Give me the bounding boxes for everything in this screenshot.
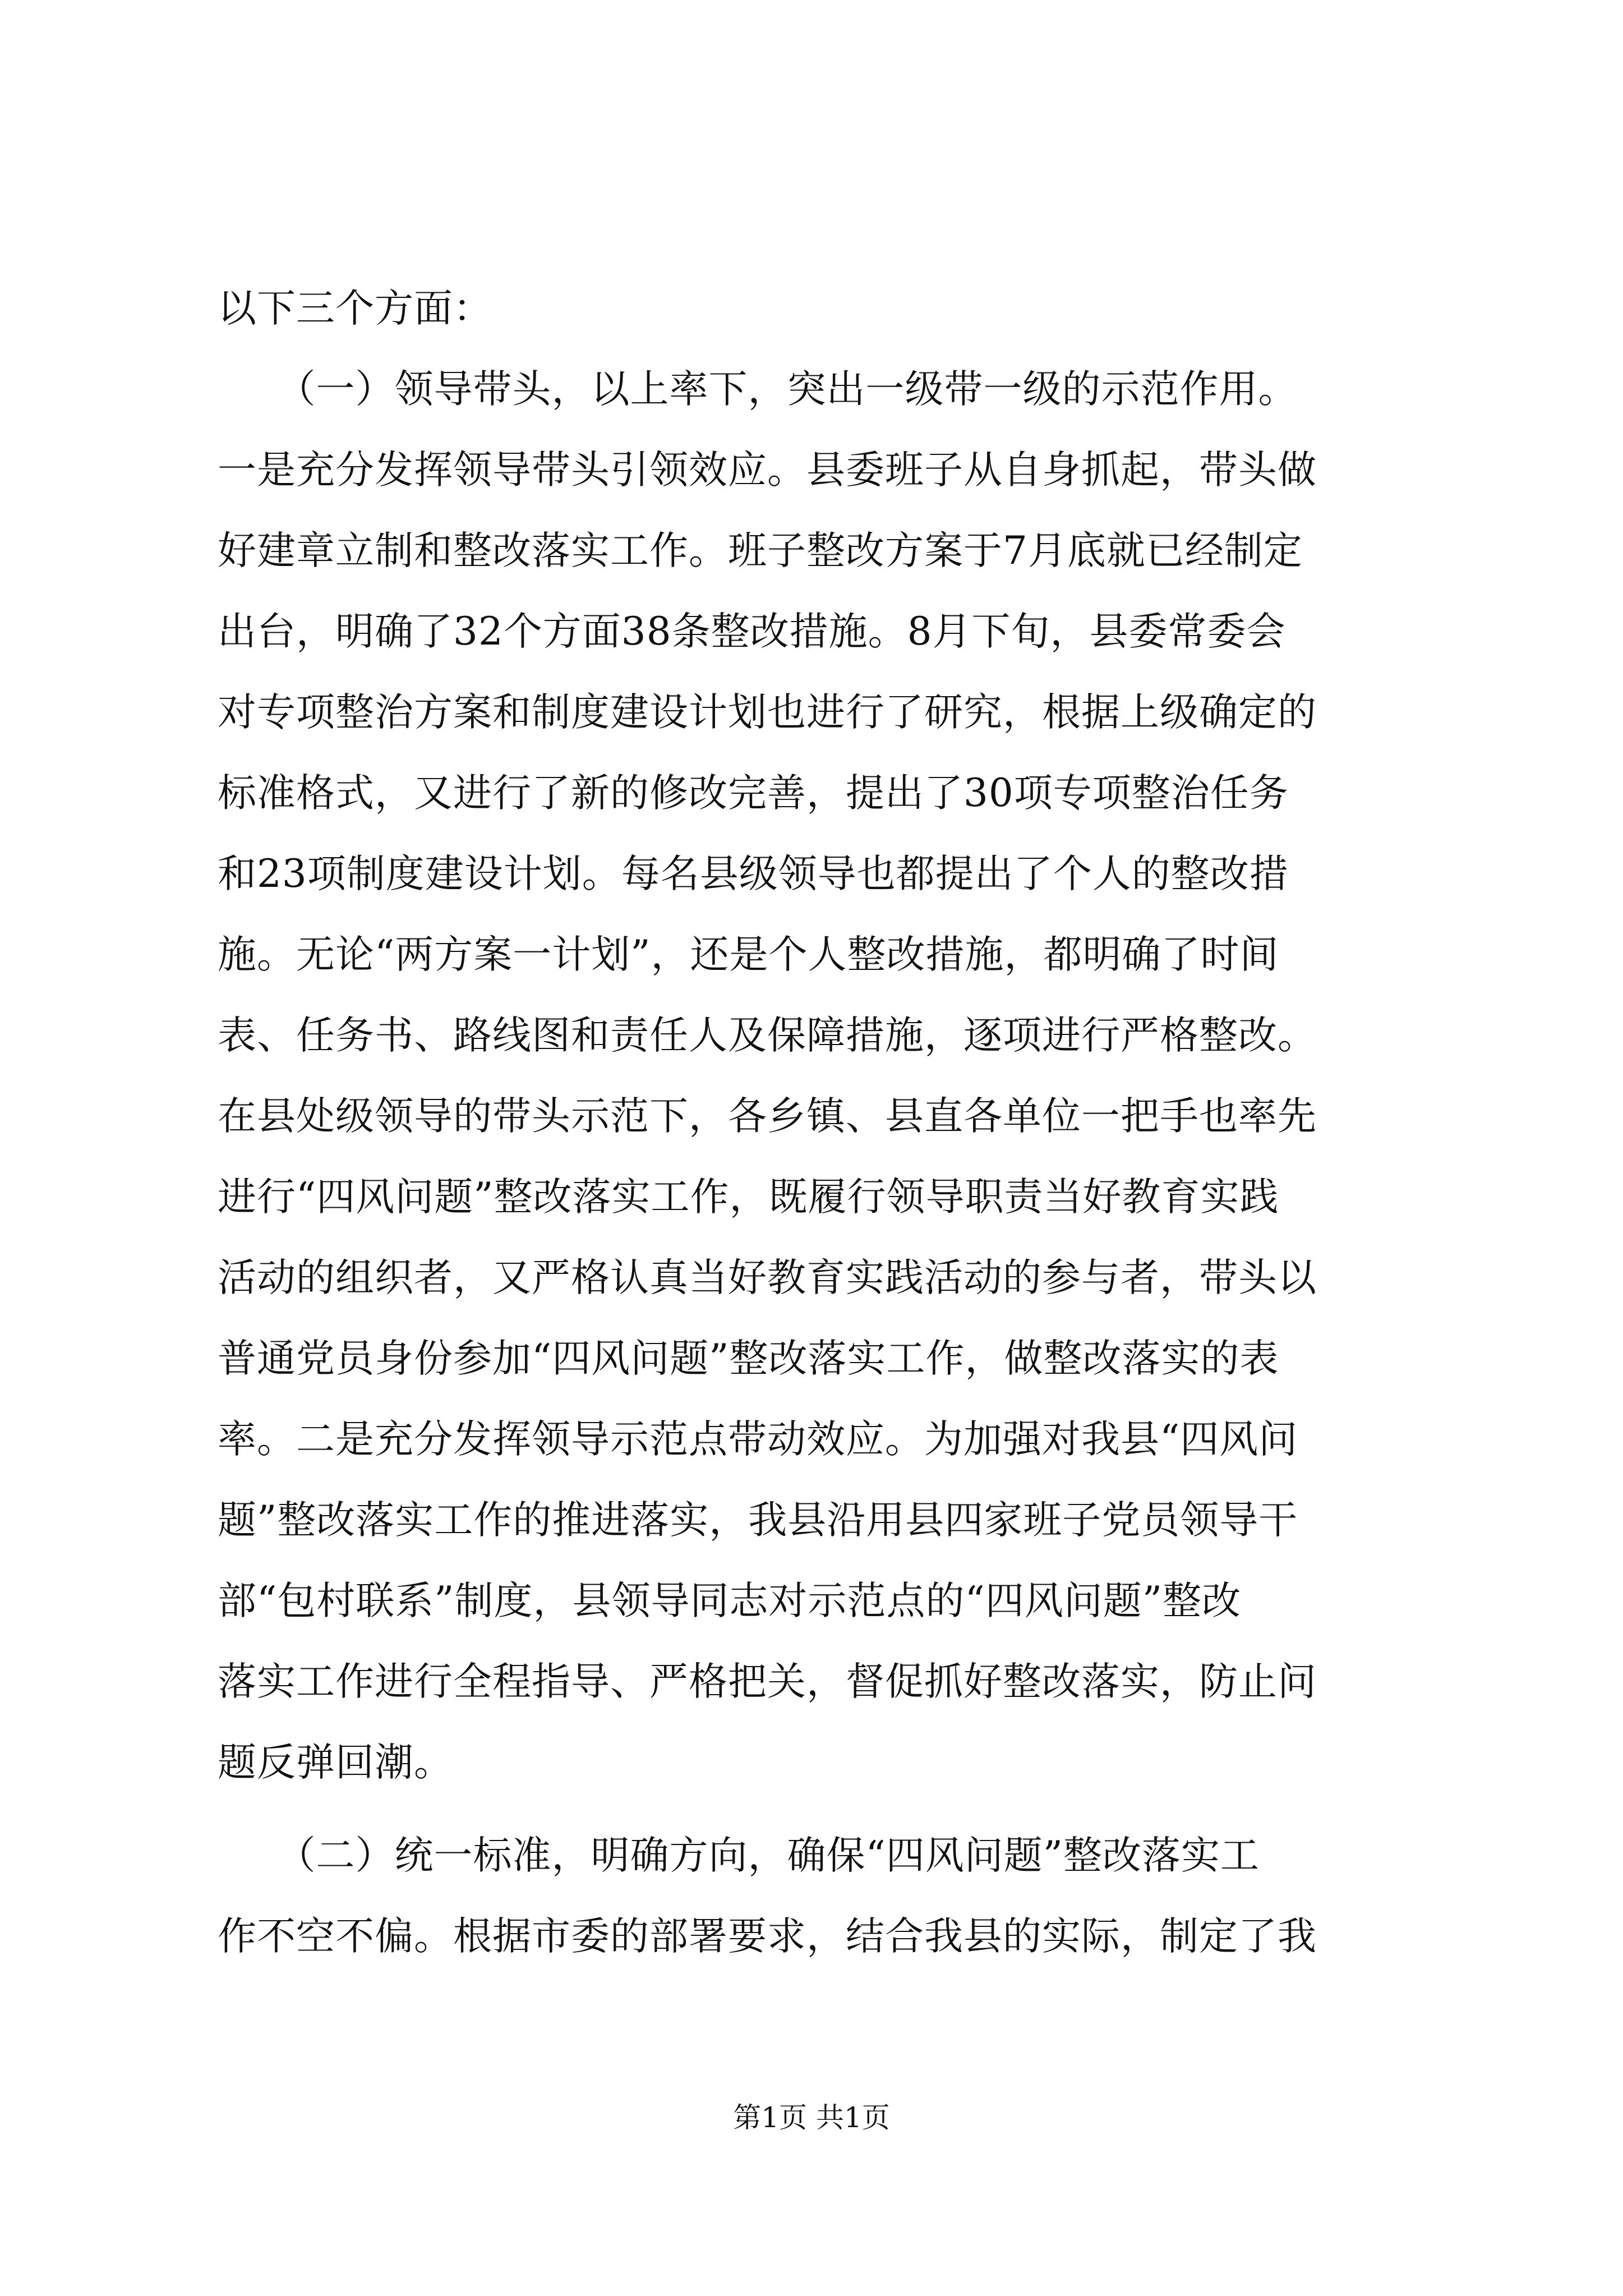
- page-footer: [0, 2098, 1623, 2137]
- text-line: 标准格式，又进行了新的修改完善，提出了30项专项整治任务: [218, 771, 1289, 816]
- text-line: 施。无论“两方案一计划”，还是个人整改措施，都明确了时间: [218, 932, 1279, 977]
- text-line: 率。二是充分发挥领导示范点带动效应。为加强对我县“四风问: [218, 1417, 1298, 1462]
- text-line: 部“包村联系”制度，县领导同志对示范点的“四风问题”整改: [218, 1579, 1242, 1623]
- text-line: 活动的组织者，又严格认真当好教育实践活动的参与者，带头以: [218, 1255, 1317, 1300]
- text-line: 出台，明确了32个方面38条整改措施。8月下旬，县委常委会: [218, 609, 1286, 654]
- text-line: 作不空不偏。根据市委的部署要求，结合我县的实际，制定了我: [218, 1914, 1317, 1959]
- document-body: [218, 268, 1412, 1977]
- text-line: 题反弹回潮。: [218, 1740, 453, 1785]
- text-line: 好建章立制和整改落实工作。班子整改方案于7月底就已经制定: [218, 528, 1303, 573]
- text-line: 和23项制度建设计划。每名县级领导也都提出了个人的整改措: [218, 852, 1289, 896]
- text-line: 表、任务书、路线图和责任人及保障措施，逐项进行严格整改。: [218, 1013, 1317, 1058]
- text-line: 对专项整治方案和制度建设计划也进行了研究，根据上级确定的: [218, 690, 1317, 735]
- page-number: 第1页 共1页: [733, 2101, 890, 2134]
- text-line: 题”整改落实工作的推进落实，我县沿用县四家班子党员领导干: [218, 1498, 1298, 1543]
- text-line: 进行“四风问题”整改落实工作，既履行领导职责当好教育实践: [218, 1175, 1279, 1220]
- text-line: 一是充分发挥领导带头引领效应。县委班子从自身抓起，带头做: [218, 448, 1317, 493]
- text-line: 落实工作进行全程指导、严格把关，督促抓好整改落实，防止问: [218, 1659, 1317, 1704]
- text-line: 普通党员身份参加“四风问题”整改落实工作，做整改落实的表: [218, 1336, 1279, 1381]
- paragraph-heading-line: （一）领导带头，以上率下，突出一级带一级的示范作用。: [218, 367, 1298, 412]
- text-line: 以下三个方面：: [218, 286, 492, 331]
- paragraph-heading-line: （二）统一标准，明确方向，确保“四风问题”整改落实工: [218, 1833, 1260, 1878]
- text-line: 在县处级领导的带头示范下，各乡镇、县直各单位一把手也率先: [218, 1094, 1317, 1139]
